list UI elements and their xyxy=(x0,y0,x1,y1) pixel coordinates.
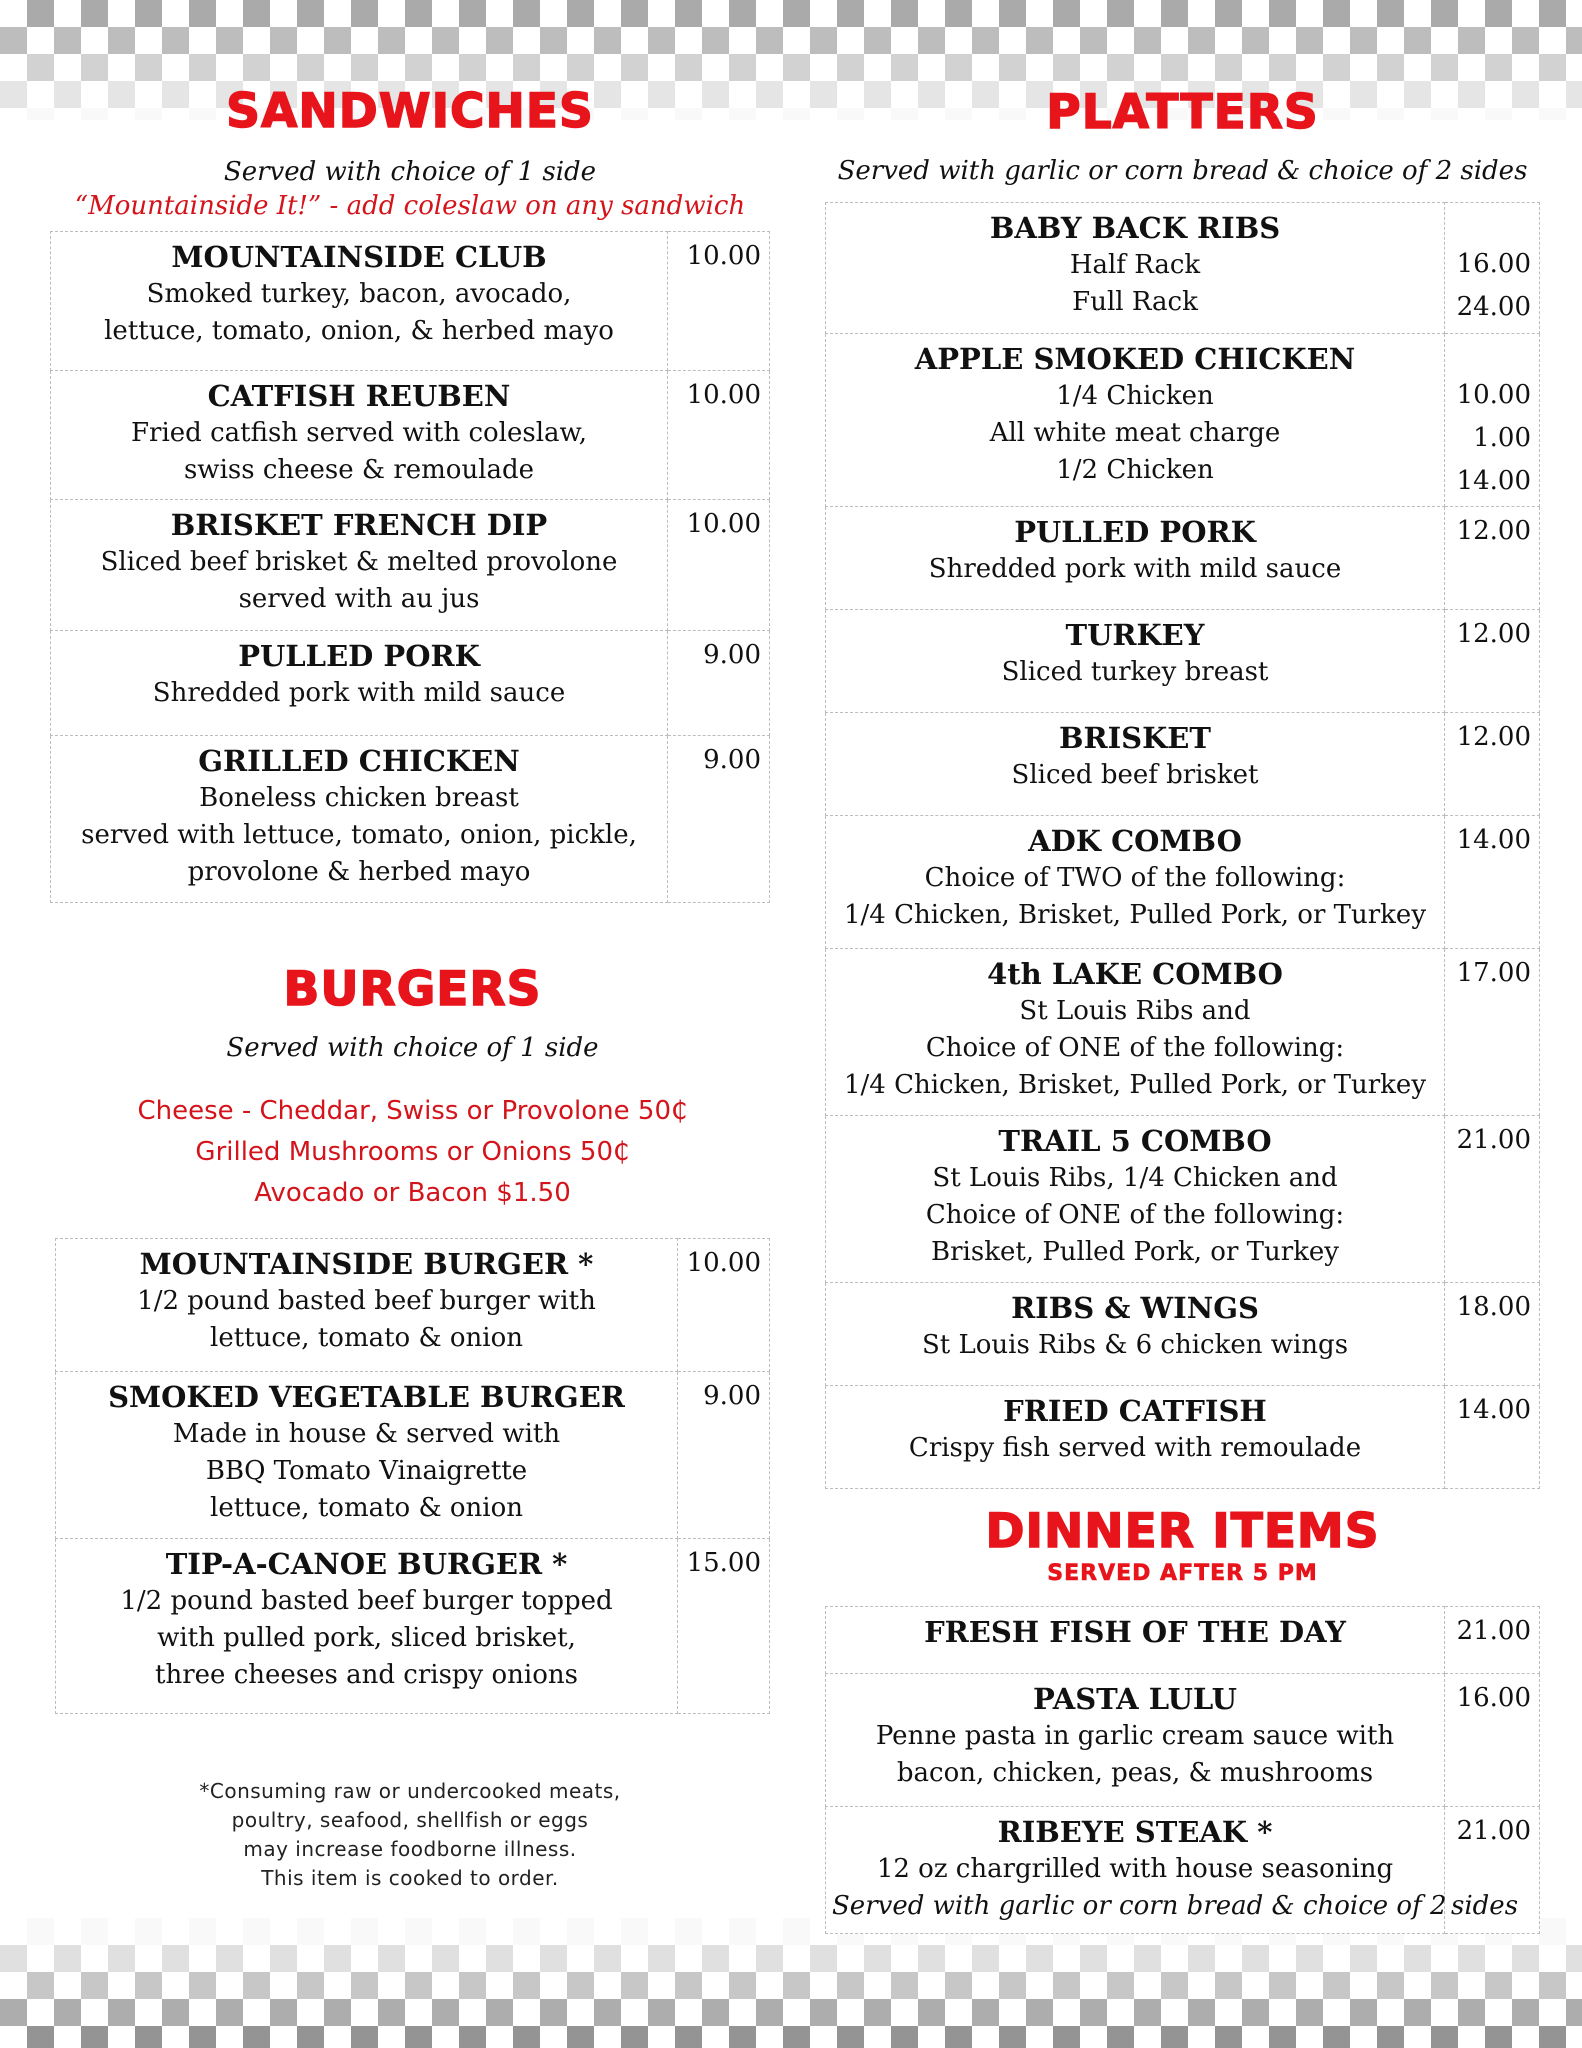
price-quarter-chicken: 10.00 xyxy=(1456,380,1531,410)
item-desc: served with au jus xyxy=(238,584,480,614)
price-white-meat: 1.00 xyxy=(1473,423,1531,453)
item-name: TIP-A-CANOE BURGER * xyxy=(165,1547,568,1581)
item-price xyxy=(1445,334,1540,507)
price-full-rack: 24.00 xyxy=(1456,292,1531,322)
dinner-served-after: SERVED AFTER 5 PM xyxy=(1047,1561,1318,1586)
item-desc: with pulled pork, sliced brisket, xyxy=(157,1623,576,1653)
menu-row xyxy=(51,371,770,500)
sandwiches-table xyxy=(50,231,770,903)
item-desc: 1/4 Chicken xyxy=(1056,381,1214,411)
item-name: MOUNTAINSIDE BURGER * xyxy=(139,1247,594,1281)
menu-item xyxy=(826,507,1445,610)
item-desc: lettuce, tomato & onion xyxy=(210,1323,523,1353)
item-name: ADK COMBO xyxy=(1028,824,1242,858)
menu-row xyxy=(56,1539,770,1714)
addon-line: Cheese - Cheddar, Swiss or Provolone 50₵ xyxy=(137,1096,688,1126)
menu-row xyxy=(826,203,1540,334)
menu-item xyxy=(51,371,668,500)
item-name: PULLED PORK xyxy=(1014,515,1256,549)
item-price: 17.00 xyxy=(1445,949,1540,1116)
menu-item xyxy=(826,1807,1445,1934)
checkered-border-bottom xyxy=(0,1918,1582,2048)
item-desc: Sliced beef brisket xyxy=(1011,760,1259,790)
menu-item xyxy=(826,1674,1445,1807)
item-price: 10.00 xyxy=(668,232,770,371)
menu-item xyxy=(826,334,1445,507)
item-name: BABY BACK RIBS xyxy=(989,211,1281,245)
item-price: 12.00 xyxy=(1445,713,1540,816)
item-price xyxy=(1445,1807,1540,1934)
item-desc: 1/4 Chicken, Brisket, Pulled Pork, or Turkey xyxy=(843,1070,1427,1100)
menu-row xyxy=(826,610,1540,713)
item-desc: Choice of ONE of the following: xyxy=(925,1200,1345,1230)
menu-row xyxy=(56,1239,770,1372)
item-name: PULLED PORK xyxy=(238,639,480,673)
menu-item xyxy=(826,203,1445,334)
item-name: TRAIL 5 COMBO xyxy=(998,1124,1272,1158)
menu-row xyxy=(826,507,1540,610)
item-desc: 1/4 Chicken, Brisket, Pulled Pork, or Turkey xyxy=(843,900,1427,930)
menu-row xyxy=(51,232,770,371)
item-desc: Smoked turkey, bacon, avocado, xyxy=(146,279,572,309)
menu-row xyxy=(826,334,1540,507)
menu-row xyxy=(826,713,1540,816)
item-price: 10.00 xyxy=(678,1239,770,1372)
item-name: 4th LAKE COMBO xyxy=(987,957,1283,991)
item-desc: St Louis Ribs and xyxy=(1019,996,1251,1026)
item-desc: swiss cheese & remoulade xyxy=(183,455,535,485)
menu-item xyxy=(51,500,668,631)
item-name: SMOKED VEGETABLE BURGER xyxy=(108,1380,625,1414)
dinner-section xyxy=(825,1504,1540,1934)
section-title-platters: PLATTERS xyxy=(1046,85,1319,140)
menu-item xyxy=(826,1386,1445,1489)
menu-item xyxy=(56,1372,678,1539)
burger-addons xyxy=(55,1091,770,1214)
item-price: 16.00 xyxy=(1445,1674,1540,1807)
menu-row xyxy=(51,500,770,631)
footnote-line: This item is cooked to order. xyxy=(261,1866,559,1890)
menu-item xyxy=(826,610,1445,713)
burgers-table xyxy=(55,1238,770,1714)
item-desc: Shredded pork with mild sauce xyxy=(152,678,566,708)
menu-item xyxy=(51,232,668,371)
menu-item xyxy=(826,816,1445,949)
item-desc: Boneless chicken breast xyxy=(199,783,519,813)
item-price: 12.00 xyxy=(1445,507,1540,610)
menu-row xyxy=(826,1283,1540,1386)
item-price: 18.00 xyxy=(1445,1283,1540,1386)
item-name: MOUNTAINSIDE CLUB xyxy=(171,240,547,274)
sandwiches-side-note: Served with choice of 1 side xyxy=(223,157,597,187)
item-desc: St Louis Ribs & 6 chicken wings xyxy=(921,1330,1349,1360)
item-price: 9.00 xyxy=(668,736,770,903)
item-desc: Sliced beef brisket & melted provolone xyxy=(100,547,618,577)
item-desc: Fried catfish served with coleslaw, xyxy=(131,418,587,448)
item-price: 10.00 xyxy=(668,500,770,631)
item-price: 9.00 xyxy=(668,631,770,736)
menu-row xyxy=(826,1674,1540,1807)
menu-row xyxy=(56,1372,770,1539)
section-title-burgers: BURGERS xyxy=(283,962,542,1017)
item-desc: Crispy fish served with remoulade xyxy=(908,1433,1362,1463)
item-desc-italic-tail: sides xyxy=(1451,1891,1519,1921)
item-desc: three cheeses and crispy onions xyxy=(155,1660,578,1690)
item-name: TURKEY xyxy=(1065,618,1205,652)
burgers-section xyxy=(55,962,770,1714)
menu-row xyxy=(51,736,770,903)
menu-item xyxy=(56,1539,678,1714)
footnote-line: *Consuming raw or undercooked meats, xyxy=(199,1779,621,1803)
item-name: APPLE SMOKED CHICKEN xyxy=(914,342,1356,376)
item-price: 10.00 xyxy=(668,371,770,500)
menu-row xyxy=(826,1116,1540,1283)
menu-item xyxy=(51,736,668,903)
item-desc: 1/2 pound basted beef burger topped xyxy=(120,1586,613,1616)
menu-row xyxy=(826,816,1540,949)
menu-item xyxy=(826,1116,1445,1283)
item-desc: 1/2 pound basted beef burger with xyxy=(137,1286,596,1316)
dinner-table xyxy=(825,1606,1540,1934)
sandwiches-coleslaw-note: “Mountainside It!” - add coleslaw on any sandwich xyxy=(74,191,746,221)
menu-item xyxy=(826,949,1445,1116)
item-desc: Half Rack xyxy=(1069,250,1201,280)
item-name: FRESH FISH OF THE DAY xyxy=(924,1615,1346,1649)
item-desc: bacon, chicken, peas, & mushrooms xyxy=(896,1758,1374,1788)
item-desc: Penne pasta in garlic cream sauce with xyxy=(875,1721,1395,1751)
item-price: 15.00 xyxy=(678,1539,770,1714)
item-desc: lettuce, tomato & onion xyxy=(210,1493,523,1523)
item-name: RIBS & WINGS xyxy=(1011,1291,1259,1325)
section-title-sandwiches: SANDWICHES xyxy=(226,84,594,139)
item-desc: 12 oz chargrilled with house seasoning xyxy=(876,1854,1394,1884)
item-desc: St Louis Ribs, 1/4 Chicken and xyxy=(932,1163,1338,1193)
item-desc: 1/2 Chicken xyxy=(1056,455,1214,485)
item-price: 21.00 xyxy=(1445,1607,1540,1674)
item-desc: BBQ Tomato Vinaigrette xyxy=(205,1456,528,1486)
menu-item xyxy=(826,1607,1445,1674)
item-price xyxy=(1445,203,1540,334)
item-name: FRIED CATFISH xyxy=(1003,1394,1267,1428)
item-desc-italic: Served with garlic or corn bread & choice of 2 xyxy=(832,1891,1447,1921)
menu-item xyxy=(826,713,1445,816)
item-name: RIBEYE STEAK * xyxy=(997,1815,1273,1849)
item-name: GRILLED CHICKEN xyxy=(198,744,520,778)
burgers-side-note: Served with choice of 1 side xyxy=(226,1033,599,1063)
item-name: CATFISH REUBEN xyxy=(207,379,511,413)
item-desc: Full Rack xyxy=(1072,287,1198,317)
item-price: 12.00 xyxy=(1445,610,1540,713)
item-name: BRISKET xyxy=(1058,721,1211,755)
item-desc: served with lettuce, tomato, onion, pickle, xyxy=(81,820,637,850)
item-price: 14.00 xyxy=(1445,816,1540,949)
item-desc: All white meat charge xyxy=(989,418,1281,448)
footnote-line: poultry, seafood, shellfish or eggs xyxy=(231,1808,589,1832)
item-price: 9.00 xyxy=(678,1372,770,1539)
item-desc: lettuce, tomato, onion, & herbed mayo xyxy=(104,316,614,346)
menu-row xyxy=(826,1807,1540,1934)
section-title-dinner: DINNER ITEMS xyxy=(985,1504,1380,1559)
platters-table xyxy=(825,202,1540,1489)
menu-row xyxy=(51,631,770,736)
item-desc: Shredded pork with mild sauce xyxy=(928,554,1342,584)
price-half-chicken: 14.00 xyxy=(1456,466,1531,496)
platters-side-note: Served with garlic or corn bread & choice of 2 sides xyxy=(837,156,1528,186)
footnote-line: may increase foodborne illness. xyxy=(243,1837,577,1861)
item-price: 14.00 xyxy=(1445,1386,1540,1489)
menu-item xyxy=(51,631,668,736)
addon-line: Grilled Mushrooms or Onions 50₵ xyxy=(195,1137,630,1167)
sandwiches-section xyxy=(50,84,770,903)
item-desc: Choice of TWO of the following: xyxy=(924,863,1346,893)
item-desc: Brisket, Pulled Pork, or Turkey xyxy=(931,1237,1339,1267)
item-desc: Sliced turkey breast xyxy=(1001,657,1269,687)
menu-item xyxy=(56,1239,678,1372)
menu-row xyxy=(826,1386,1540,1489)
item-name: BRISKET FRENCH DIP xyxy=(170,508,548,542)
menu-item xyxy=(826,1283,1445,1386)
item-desc: provolone & herbed mayo xyxy=(187,857,531,887)
item-name: PASTA LULU xyxy=(1033,1682,1237,1716)
food-safety-footnote xyxy=(50,1777,770,1893)
ribeye-price: 21.00 xyxy=(1456,1816,1531,1846)
addon-line: Avocado or Bacon $1.50 xyxy=(254,1178,571,1208)
menu-row xyxy=(826,1607,1540,1674)
item-desc: Made in house & served with xyxy=(172,1419,561,1449)
price-half-rack: 16.00 xyxy=(1456,249,1531,279)
item-price: 21.00 xyxy=(1445,1116,1540,1283)
item-desc: Choice of ONE of the following: xyxy=(925,1033,1345,1063)
platters-section xyxy=(825,85,1540,1489)
menu-row xyxy=(826,949,1540,1116)
